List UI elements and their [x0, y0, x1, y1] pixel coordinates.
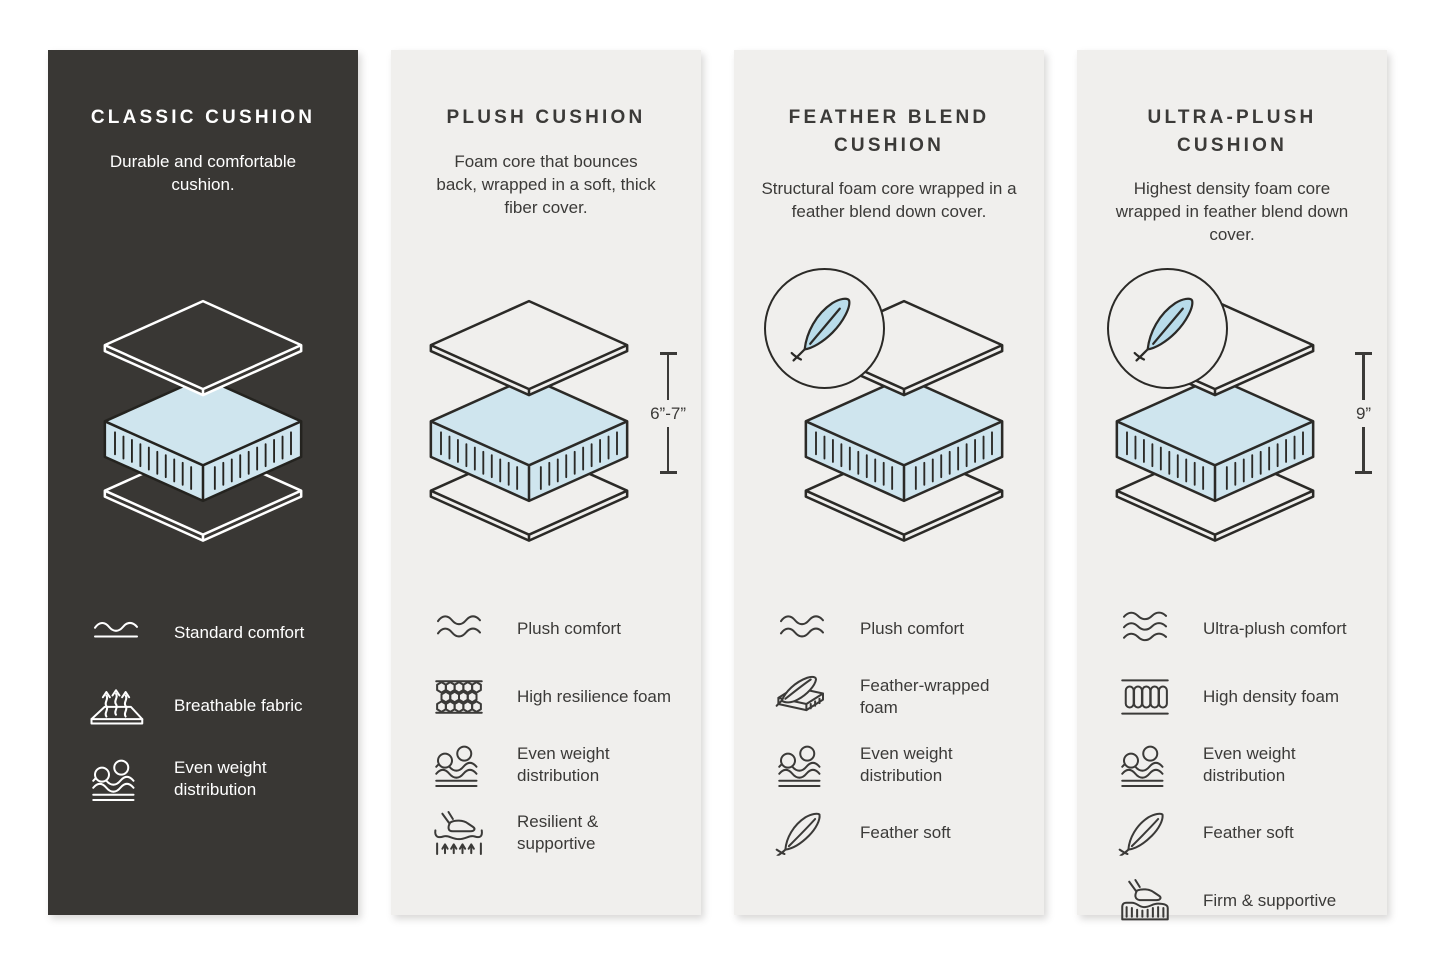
measurement-label: 6”-7” [650, 403, 686, 423]
feature-label: Feather soft [860, 822, 951, 842]
height-measurement [650, 352, 686, 474]
feature-item [774, 606, 1026, 652]
ruler-cap-bottom [660, 471, 677, 474]
feature-label: Plush comfort [517, 618, 621, 638]
card-title: PLUSH CUSHION [446, 107, 646, 128]
feature-item [774, 674, 1026, 720]
feature-label: Firm & supportive [1203, 890, 1337, 910]
feature-list [88, 610, 340, 802]
cushion-layers-illustration [794, 296, 1014, 550]
even-weight-icon [774, 742, 830, 788]
breathable-icon [88, 683, 144, 729]
ruler-line [667, 427, 670, 472]
card-description: Foam core that bounces back, wrapped in a soft, thick fiber cover. [436, 151, 656, 217]
wave-single-icon [88, 610, 144, 656]
feature-item [774, 810, 1026, 856]
card-description: Durable and comfortable cushion. [109, 151, 297, 194]
card-title: FEATHER BLEND CUSHION [788, 107, 990, 156]
ruler-line [667, 355, 670, 400]
feature-item [1117, 674, 1369, 720]
feature-item [88, 610, 340, 656]
feature-label: Plush comfort [860, 618, 964, 638]
measurement-label: 9” [1355, 403, 1372, 423]
feature-item [774, 742, 1026, 788]
feather-icon [788, 292, 862, 366]
ruler-cap-bottom [1355, 471, 1372, 474]
even-weight-icon [431, 742, 487, 788]
firm-icon [1117, 878, 1173, 924]
cushion-layers-illustration [1105, 296, 1325, 550]
height-measurement [1355, 352, 1372, 474]
feature-item [431, 606, 683, 652]
feature-label: Even weight distribution [860, 743, 953, 785]
feather-badge [764, 268, 885, 389]
card-description: Structural foam core wrapped in a feather blend down cover. [761, 179, 1017, 222]
feature-item [88, 756, 340, 802]
feature-label: High resilience foam [517, 686, 672, 706]
feature-item [88, 683, 340, 729]
even-weight-icon [1117, 742, 1173, 788]
feature-label: Even weight distribution [1203, 743, 1296, 785]
feather-icon [1117, 810, 1173, 856]
cushion-cards-row [48, 50, 1387, 915]
feature-item [1117, 606, 1369, 652]
feature-item [1117, 810, 1369, 856]
card-ultra-plush-cushion [1077, 50, 1387, 915]
feature-item [431, 742, 683, 788]
feature-label: High density foam [1203, 686, 1340, 706]
card-title: CLASSIC CUSHION [90, 107, 316, 128]
ruler-cap-top [1355, 352, 1372, 355]
feature-item [1117, 878, 1369, 924]
card-classic-cushion [48, 50, 358, 915]
cushion-layers-illustration [93, 296, 313, 550]
high-density-foam-icon [1117, 674, 1173, 720]
wave-triple-icon [1117, 606, 1173, 652]
feature-label: Breathable fabric [174, 695, 303, 715]
ruler-cap-top [660, 352, 677, 355]
wave-double-icon [774, 606, 830, 652]
feature-label: Standard comfort [174, 622, 305, 642]
feature-label: Resilient & supportive [517, 811, 599, 853]
even-weight-icon [88, 756, 144, 802]
card-plush-cushion [391, 50, 701, 915]
feature-list [1117, 606, 1369, 924]
feather-wrapped-foam-icon [774, 674, 830, 720]
feature-label: Feather-wrapped foam [860, 675, 990, 717]
feather-badge [1107, 268, 1228, 389]
feature-item [1117, 742, 1369, 788]
card-description: Highest density foam core wrapped in feather blend down cover. [1115, 179, 1349, 245]
feature-item [431, 674, 683, 720]
feather-icon [1131, 292, 1205, 366]
feather-icon [774, 810, 830, 856]
feature-label: Ultra-plush comfort [1203, 618, 1347, 638]
feature-list [774, 606, 1026, 856]
ruler-line [1362, 427, 1365, 472]
feature-label: Even weight distribution [174, 757, 267, 799]
ruler-line [1362, 355, 1365, 400]
card-title: ULTRA-PLUSH CUSHION [1147, 107, 1317, 156]
feature-item [431, 810, 683, 856]
feature-label: Even weight distribution [517, 743, 610, 785]
resilient-icon [431, 810, 487, 856]
feature-label: Feather soft [1203, 822, 1294, 842]
cushion-layers-illustration [419, 296, 639, 550]
feature-list [431, 606, 683, 856]
card-feather-blend-cushion [734, 50, 1044, 915]
wave-double-icon [431, 606, 487, 652]
honeycomb-foam-icon [431, 674, 487, 720]
